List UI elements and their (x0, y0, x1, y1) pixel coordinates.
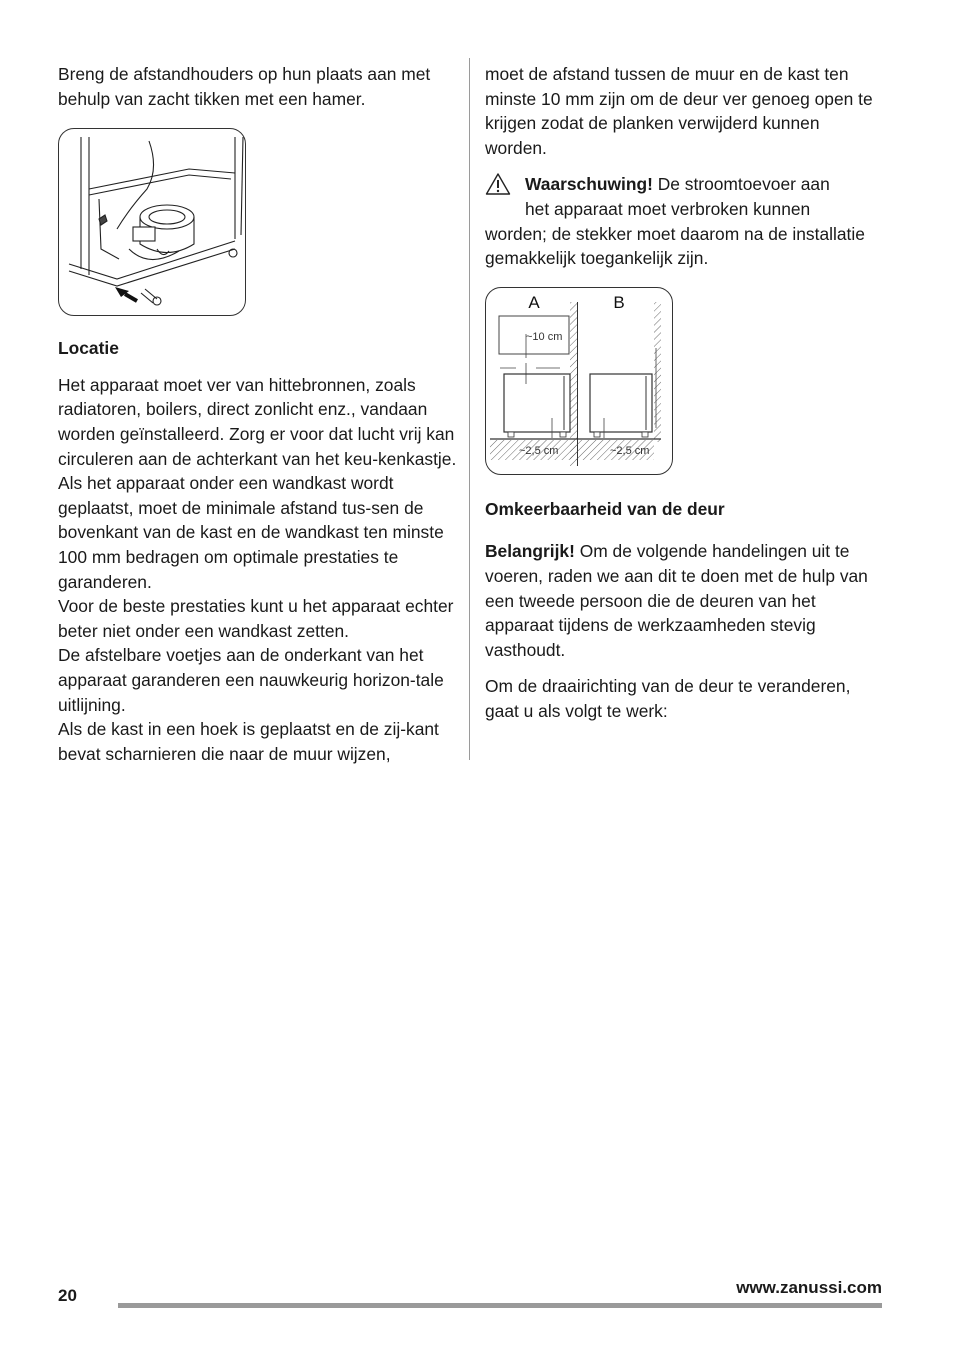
location-paragraph: Voor de beste prestaties kunt u het apparaat echter beter niet onder een wandkast zetten. (58, 596, 454, 641)
location-paragraph: De afstelbare voetjes aan de onderkant van het apparaat garanderen een nauwkeurig horizon-tale uitlijning. (58, 645, 444, 715)
door-steps-intro: Om de draairichting van de deur te veranderen, gaat u als volgt te werk: (485, 676, 851, 721)
warning-text: De stroomtoevoer aan (652, 174, 830, 195)
warning-text: het apparaat moet verbroken kunnen (525, 198, 811, 219)
warning-text: worden; de stekker moet daarom na de installatie gemakkelijk toegankelijk zijn. (485, 223, 865, 269)
door-reversal-heading: Omkeerbaarheid van de deur (485, 498, 725, 519)
side-gap-label-b: ~2,5 cm (610, 444, 650, 457)
page-number: 20 (58, 1286, 77, 1305)
spacer-instruction: Breng de afstandhouders op hun plaats aan met behulp van zacht tikken met een hamer. (58, 64, 431, 109)
important-text: Om de volgende handelingen uit te voeren, raden we aan dit te doen met de hulp van een tweede persoon die de deuren van het apparaat tijdens de werkzaamheden stevig vasthoudt. (485, 541, 868, 660)
clearance-diagram-drawing (486, 288, 672, 474)
right-column (485, 62, 885, 724)
location-paragraph: Als de kast in een hoek is geplaatst en de zij-kant bevat scharnieren die naar de muur wijzen, (58, 719, 439, 764)
footer-rule (118, 1303, 882, 1308)
location-paragraph: Het apparaat moet ver van hittebronnen, zoals radiatoren, boilers, direct zonlicht enz., vandaan worden geïnstalleerd. Zorg er voor dat lucht vrij kan circuleren aan de achterkant van het keu-kenkastje. Als het apparaat onder een wandkast wordt geplaatst, moet de minimale afstand tus-sen de bovenkant van de kast en de wandkast ten minste 100 mm bedragen om optimale prestaties te garanderen. (58, 374, 457, 592)
compressor-spacer-drawing (59, 129, 245, 315)
diagram-label-a: A (528, 292, 540, 312)
hinge-clearance-text: moet de afstand tussen de muur en de kast ten minste 10 mm zijn om de deur ver genoeg open te krijgen zodat de planken verwijderd kunnen worden. (485, 64, 873, 158)
diagram-label-b: B (613, 292, 625, 312)
location-heading: Locatie (58, 338, 119, 359)
spacer-installation-illustration (58, 128, 246, 316)
column-divider (469, 58, 470, 760)
important-note (485, 539, 885, 662)
clearance-diagram (485, 287, 673, 475)
side-gap-label-a: ~2,5 cm (519, 444, 559, 457)
left-column (58, 62, 458, 766)
warning-label: Waarschuwing! (525, 174, 653, 195)
warning-triangle-icon (485, 172, 511, 196)
important-label: Belangrijk! (485, 541, 575, 562)
warning-block (485, 172, 885, 270)
website-link[interactable]: www.zanussi.com (736, 1278, 882, 1297)
top-gap-label: ~10 cm (526, 330, 563, 343)
